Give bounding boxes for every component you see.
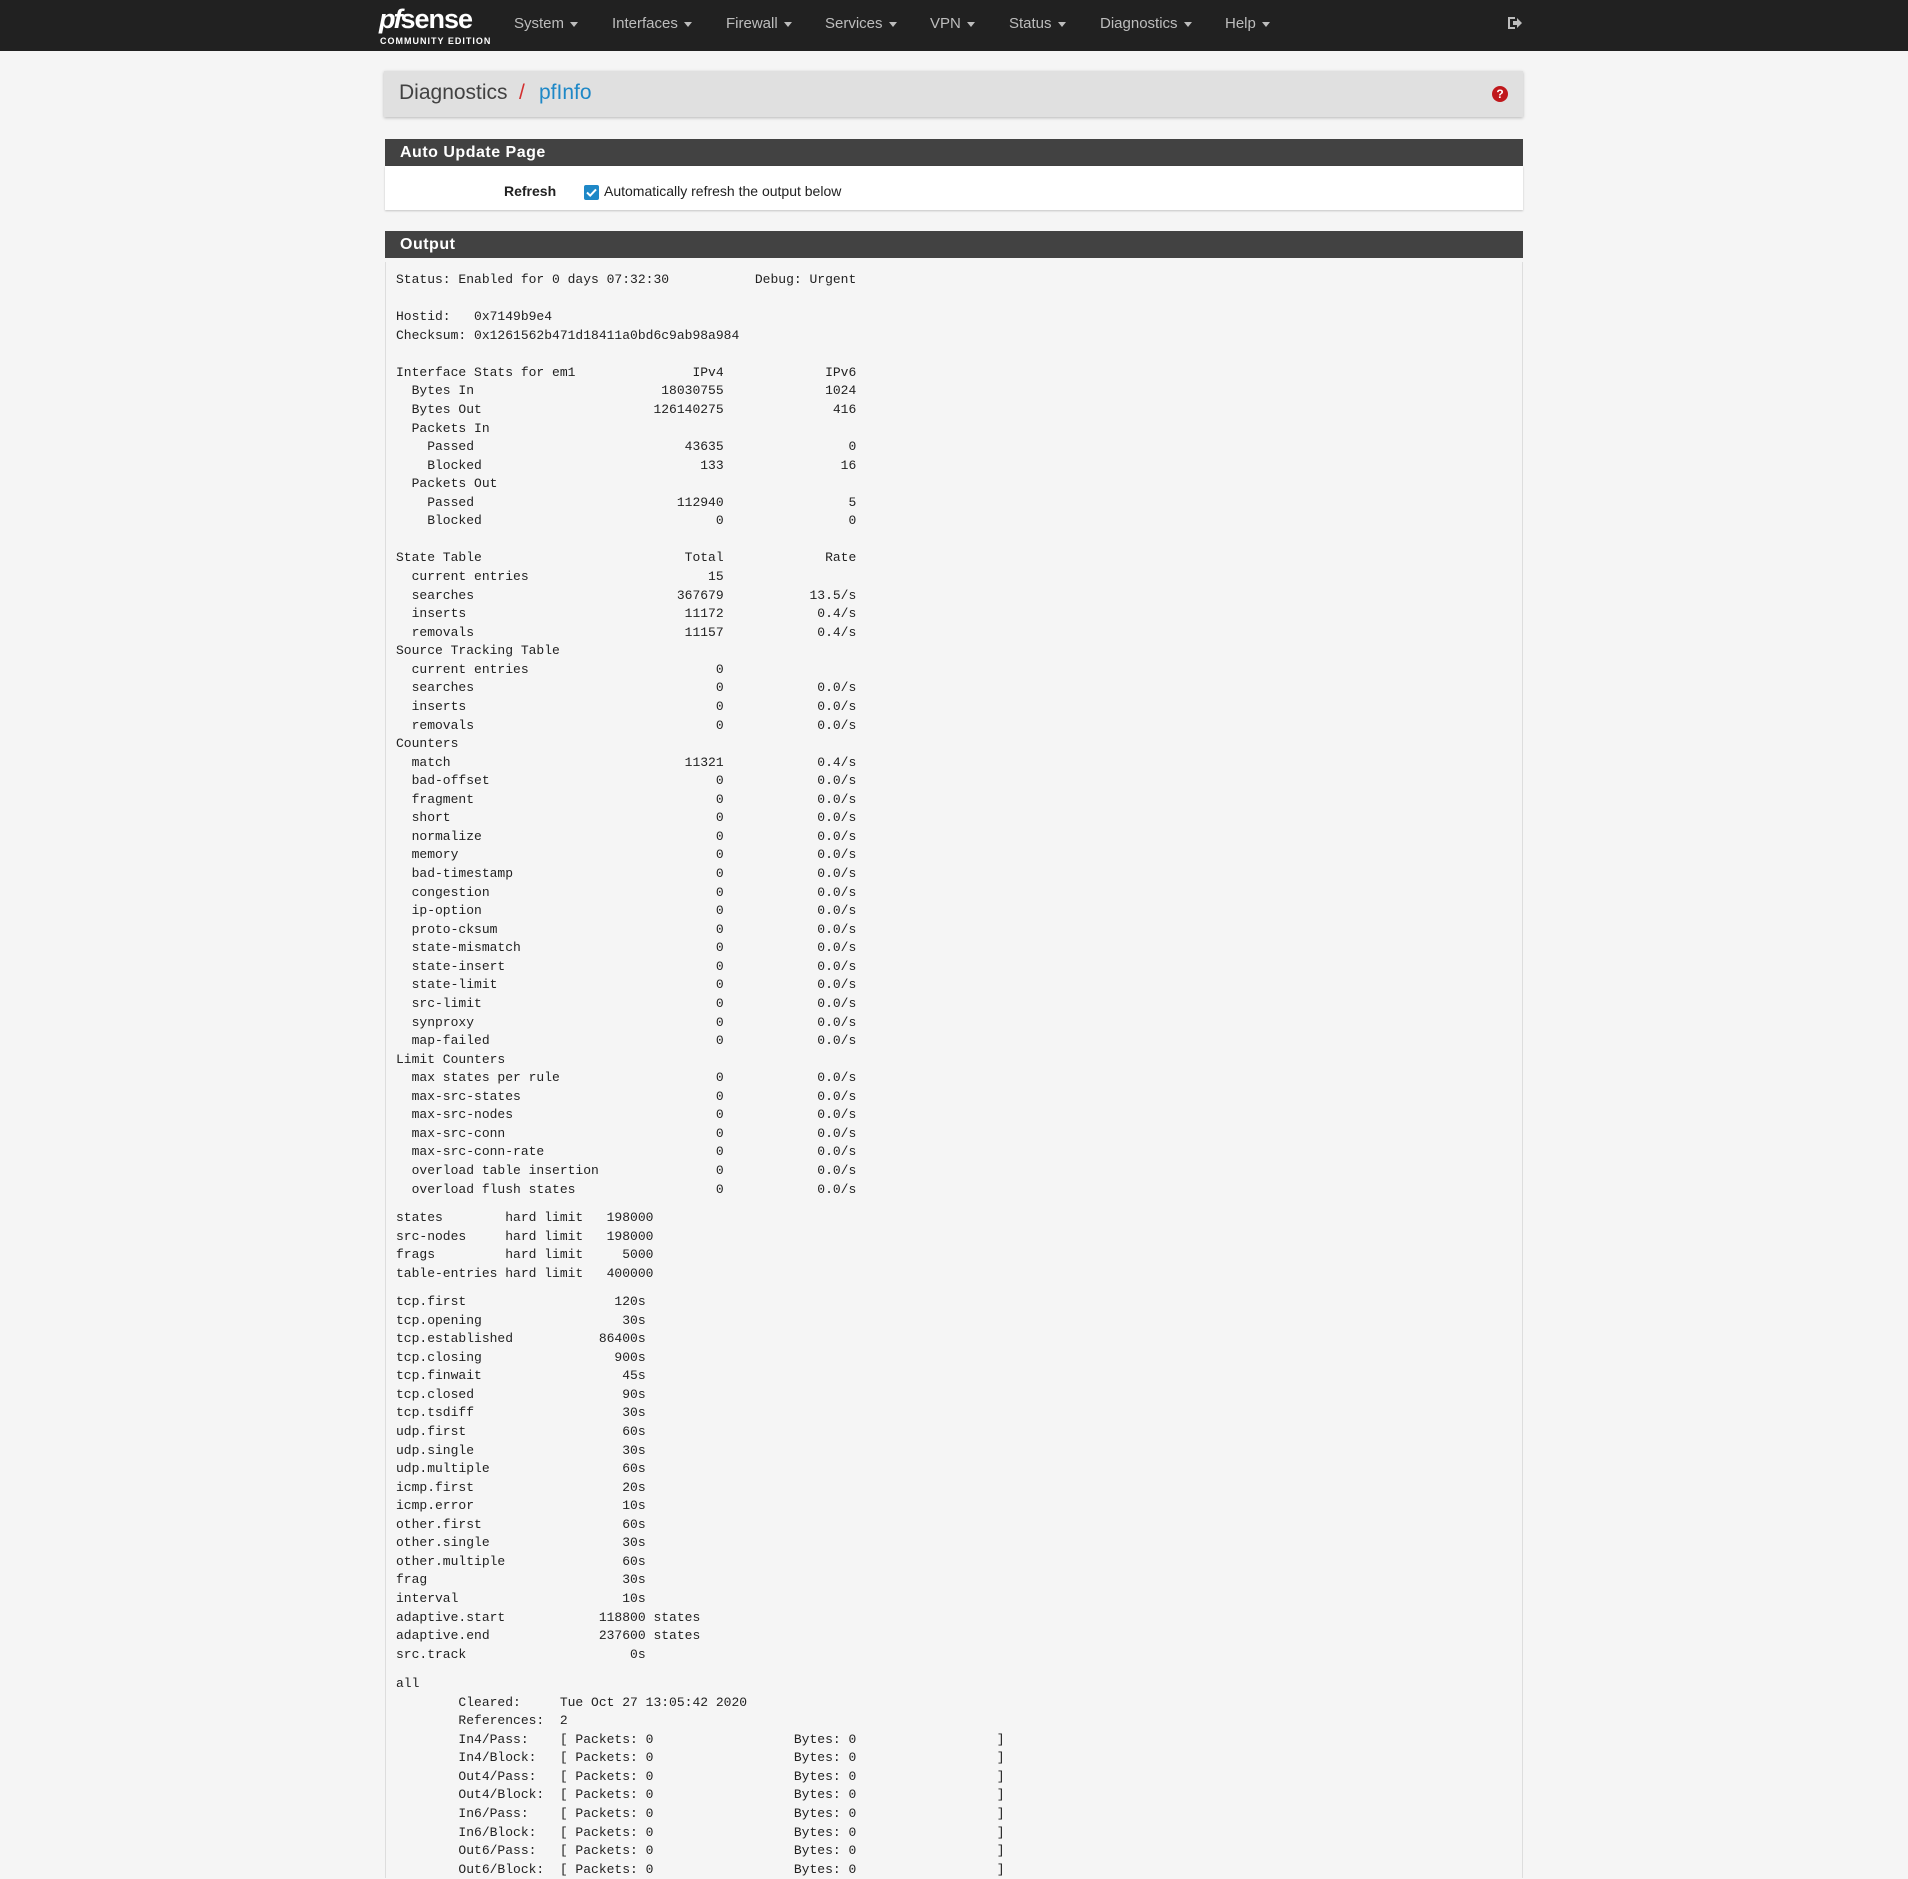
pfinfo-limits-output: states hard limit 198000 src-nodes hard limit 198000 frags hard limit 5000 table-entries hard limit 400000 [396, 1210, 654, 1281]
breadcrumb-current-page[interactable]: pfInfo [539, 81, 592, 104]
pfinfo-status-output: Status: Enabled for 0 days 07:32:30 Debug: Urgent Hostid: 0x7149b9e4 Checksum: 0x1261562b471d18411a0bd6c9ab98a984 Interface Stats for em1 IPv4 IPv6 Bytes In 18030755 1024 Bytes Out 126140275 416 Packets In Passed 43635 0 Blocked 133 16 Packets Out Passed 112940 5 Blocked 0 0 State Table Total Rate current entries 15 searches 367679 13.5/s inserts 11172 0.4/s removals 11157 0.4/s Source Tracking Table current entries 0 searches 0 0.0/s inserts 0 0.0/s removals 0 0.0/s Counters match 11321 0.4/s bad-offset 0 0.0/s fragment 0 0.0/s short 0 0.0/s normalize 0 0.0/s memory 0 0.0/s bad-timestamp 0 0.0/s congestion 0 0.0/s ip-option 0 0.0/s proto-cksum 0 0.0/s state-mismatch 0 0.0/s state-insert 0 0.0/s state-limit 0 0.0/s src-limit 0 0.0/s synproxy 0 0.0/s map-failed 0 0.0/s Limit Counters max states per rule 0 0.0/s max-src-states 0 0.0/s max-src-nodes 0 0.0/s max-src-conn 0 0.0/s max-src-conn-rate 0 0.0/s overload table insertion 0 0.0/s overload flush states 0 0.0/s [396, 272, 857, 1197]
caret-down-icon [967, 22, 975, 27]
nav-menu-services[interactable] [825, 0, 897, 51]
caret-down-icon [889, 22, 897, 27]
pfsense-logo[interactable] [379, 4, 492, 48]
pfinfo-table-counters-output: all Cleared: Tue Oct 27 13:05:42 2020 References: 2 In4/Pass: [ Packets: 0 Bytes: 0 ] In4/Block: [ Packets: 0 Bytes: 0 ] Out4/Pass: [ Packets: 0 Bytes: 0 ] Out4/Block: [ Packets: 0 Bytes: 0 ] In6/Pass: [ Packets: 0 Bytes: 0 ] In6/Block: [ Packets: 0 Bytes: 0 ] Out6/Pass: [ Packets: 0 Bytes: 0 ] Out6/Block: [ Packets: 0 Bytes: 0 ] [396, 1676, 1005, 1877]
nav-menu-label: Diagnostics [1100, 15, 1178, 32]
logo-edition-label: COMMUNITY EDITION [380, 36, 492, 46]
output-panel-heading: Output [385, 231, 1523, 258]
caret-down-icon [684, 22, 692, 27]
nav-menu-label: VPN [930, 15, 961, 32]
nav-menu-label: System [514, 15, 565, 32]
nav-menu-help[interactable] [1225, 0, 1270, 51]
refresh-checkbox[interactable] [584, 185, 599, 200]
nav-menu-diagnostics[interactable] [1100, 0, 1192, 51]
nav-menu-system[interactable] [514, 0, 578, 51]
nav-menu-interfaces[interactable] [612, 0, 692, 51]
caret-down-icon [1262, 22, 1270, 27]
refresh-checkbox-label[interactable]: Automatically refresh the output below [604, 183, 842, 199]
logo-wordmark: pfsense [379, 4, 473, 34]
caret-down-icon [784, 22, 792, 27]
top-navbar [0, 0, 1908, 51]
caret-down-icon [1058, 22, 1066, 27]
pfinfo-timeouts-output: tcp.first 120s tcp.opening 30s tcp.established 86400s tcp.closing 900s tcp.finwait 45s tcp.closed 90s tcp.tsdiff 30s udp.first 60s udp.single 30s udp.multiple 60s icmp.first 20s icmp.error 10s other.first 60s other.single 30s other.multiple 60s frag 30s interval 10s adaptive.start 118800 states adaptive.end 237600 states src.track 0s [396, 1294, 701, 1662]
question-circle-icon[interactable]: ? [1492, 86, 1508, 102]
nav-menu-vpn[interactable] [930, 0, 975, 51]
check-icon [584, 185, 599, 200]
breadcrumb-separator: / [519, 81, 525, 104]
breadcrumb [384, 71, 1523, 117]
nav-menu-label: Firewall [726, 15, 778, 32]
nav-menu-label: Interfaces [612, 15, 678, 32]
auto-update-panel-heading: Auto Update Page [385, 139, 1523, 166]
nav-menu-status[interactable] [1009, 0, 1066, 51]
refresh-label: Refresh [504, 183, 557, 199]
caret-down-icon [570, 22, 578, 27]
caret-down-icon [1184, 22, 1192, 27]
sign-out-icon[interactable] [1506, 14, 1524, 32]
nav-menu-firewall[interactable] [726, 0, 792, 51]
breadcrumb-root: Diagnostics [399, 81, 508, 104]
nav-menu-label: Services [825, 15, 883, 32]
nav-menu-label: Help [1225, 15, 1256, 32]
nav-menu-label: Status [1009, 15, 1052, 32]
